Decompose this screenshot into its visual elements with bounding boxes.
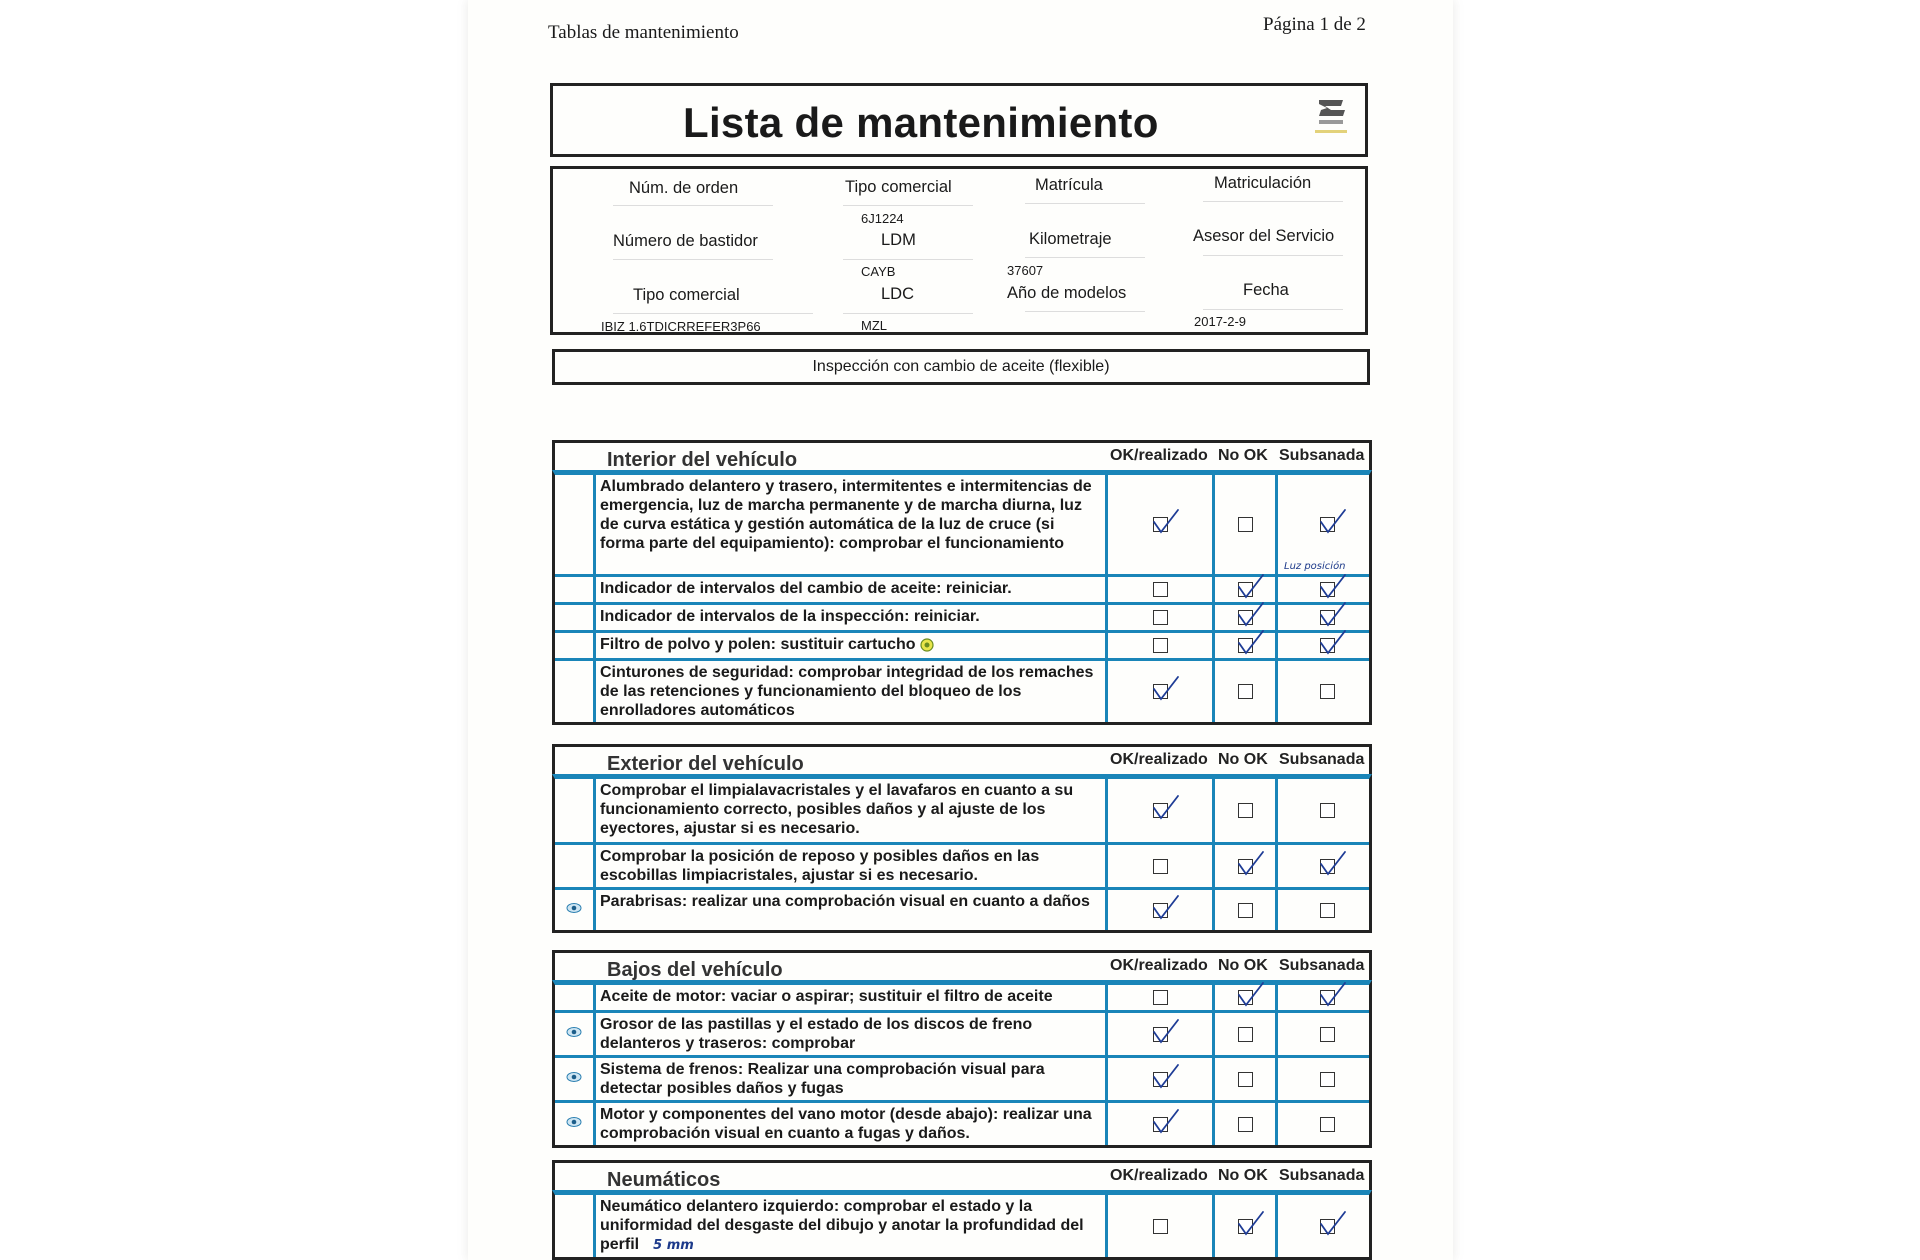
underline xyxy=(613,313,813,314)
inspection-type: Inspección con cambio de aceite (flexible) xyxy=(552,349,1370,385)
section-header xyxy=(552,1160,1372,1190)
label-matriculacion: Matriculación xyxy=(1214,174,1312,192)
subsanada-checkbox[interactable] xyxy=(1320,1219,1335,1234)
row-description xyxy=(596,1103,1108,1145)
ok-checkbox[interactable] xyxy=(1153,638,1168,653)
section-body xyxy=(552,980,1372,1148)
row-text: Sistema de frenos: Realizar una comprobación visual para detectar posibles daños y fugas xyxy=(600,1061,1045,1097)
page-number: Página 1 de 2 xyxy=(1263,14,1366,35)
column-header-ok: OK/realizado xyxy=(1110,447,1208,464)
ok-cell xyxy=(1108,1058,1215,1100)
maintenance-document xyxy=(468,0,1453,1260)
row-description xyxy=(596,890,1108,930)
no-ok-cell xyxy=(1215,475,1278,574)
no-ok-cell xyxy=(1215,1103,1278,1145)
handwritten-note: Luz posición xyxy=(1284,561,1346,572)
row-text: Comprobar la posición de reposo y posibles daños en las escobillas limpiacristales, ajustar si es necesario. xyxy=(600,848,1040,884)
label-num-bastidor: Número de bastidor xyxy=(613,232,758,250)
ok-checkbox[interactable] xyxy=(1153,517,1168,532)
ok-cell xyxy=(1108,1103,1215,1145)
value-tipo-comercial: 6J1224 xyxy=(861,211,904,226)
label-asesor: Asesor del Servicio xyxy=(1193,227,1335,245)
section-header xyxy=(552,744,1372,774)
ok-cell xyxy=(1108,633,1215,658)
title-box xyxy=(550,83,1368,157)
column-header-subs: Subsanada xyxy=(1279,447,1365,464)
value-tipo-comercial-2: IBIZ 1.6TDICRREFER3P66 xyxy=(601,319,761,334)
no-ok-cell xyxy=(1215,1013,1278,1055)
row-text: Indicador de intervalos de la inspección: reiniciar. xyxy=(600,608,980,625)
document-title: Lista de mantenimiento xyxy=(683,99,1159,146)
no-ok-checkbox[interactable] xyxy=(1238,859,1253,874)
no-ok-checkbox[interactable] xyxy=(1238,1072,1253,1087)
ok-checkbox[interactable] xyxy=(1153,859,1168,874)
row-text: Motor y componentes del vano motor (desde abajo): realizar una comprobación visual en cuanto a fugas y daños. xyxy=(600,1106,1092,1142)
subsanada-cell xyxy=(1278,661,1376,722)
ok-cell xyxy=(1108,985,1215,1010)
subsanada-checkbox[interactable] xyxy=(1320,803,1335,818)
visual-check-eye-icon xyxy=(566,901,582,919)
no-ok-cell xyxy=(1215,845,1278,887)
label-num-orden: Núm. de orden xyxy=(629,179,739,197)
subsanada-checkbox[interactable] xyxy=(1320,610,1335,625)
section-body xyxy=(552,470,1372,725)
column-header-subs: Subsanada xyxy=(1279,1167,1365,1184)
row-text: Grosor de las pastillas y el estado de los discos de freno delanteros y traseros: comprobar xyxy=(600,1016,1033,1052)
underline xyxy=(1025,311,1145,312)
row-description xyxy=(596,605,1108,630)
label-ano-modelos: Año de modelos xyxy=(1007,284,1127,302)
subsanada-checkbox[interactable] xyxy=(1320,1027,1335,1042)
column-header-nook: No OK xyxy=(1218,957,1268,974)
subsanada-cell xyxy=(1278,1013,1376,1055)
no-ok-checkbox[interactable] xyxy=(1238,610,1253,625)
row-icon-cell xyxy=(555,1013,596,1055)
no-ok-cell xyxy=(1215,779,1278,842)
row-icon-cell xyxy=(555,779,596,842)
checklist-row xyxy=(555,779,1369,845)
row-description xyxy=(596,779,1108,842)
ok-checkbox[interactable] xyxy=(1153,684,1168,699)
label-ldm: LDM xyxy=(881,231,916,249)
row-icon-cell xyxy=(555,1058,596,1100)
section-title: Interior del vehículo xyxy=(607,449,798,471)
underline xyxy=(613,259,773,260)
row-description xyxy=(596,1013,1108,1055)
checklist-row xyxy=(555,577,1369,605)
section-body xyxy=(552,1190,1372,1260)
label-fecha: Fecha xyxy=(1243,281,1289,299)
visual-check-eye-icon xyxy=(566,1025,582,1043)
no-ok-checkbox[interactable] xyxy=(1238,582,1253,597)
subsanada-checkbox[interactable] xyxy=(1320,859,1335,874)
column-header-subs: Subsanada xyxy=(1279,751,1365,768)
row-icon-cell xyxy=(555,577,596,602)
vehicle-info-box xyxy=(550,166,1368,335)
row-text: Indicador de intervalos del cambio de aceite: reiniciar. xyxy=(600,580,1012,597)
checklist-row xyxy=(555,1013,1369,1058)
no-ok-cell xyxy=(1215,577,1278,602)
subsanada-cell xyxy=(1278,577,1376,602)
checklist-row xyxy=(555,845,1369,890)
label-tipo-comercial-2: Tipo comercial xyxy=(633,286,740,304)
ok-checkbox[interactable] xyxy=(1153,610,1168,625)
no-ok-checkbox[interactable] xyxy=(1238,903,1253,918)
checklist-row xyxy=(555,1058,1369,1103)
row-icon-cell xyxy=(555,1103,596,1145)
row-description xyxy=(596,475,1108,574)
subsanada-checkbox[interactable] xyxy=(1320,517,1335,532)
header-left: Tablas de mantenimiento xyxy=(548,22,739,43)
underline xyxy=(613,205,773,206)
underline xyxy=(1025,257,1145,258)
ok-cell xyxy=(1108,475,1215,574)
ok-cell xyxy=(1108,577,1215,602)
no-ok-cell xyxy=(1215,1195,1278,1257)
no-ok-cell xyxy=(1215,633,1278,658)
underline xyxy=(843,205,973,206)
no-ok-checkbox[interactable] xyxy=(1238,803,1253,818)
ok-checkbox[interactable] xyxy=(1153,803,1168,818)
row-description xyxy=(596,845,1108,887)
visual-check-eye-icon xyxy=(566,1115,582,1133)
row-description xyxy=(596,661,1108,722)
ok-checkbox[interactable] xyxy=(1153,903,1168,918)
ok-checkbox[interactable] xyxy=(1153,1072,1168,1087)
column-header-ok: OK/realizado xyxy=(1110,751,1208,768)
column-header-ok: OK/realizado xyxy=(1110,957,1208,974)
row-icon-cell xyxy=(555,1195,596,1257)
row-text: Parabrisas: realizar una comprobación visual en cuanto a daños xyxy=(600,893,1090,910)
label-matricula: Matrícula xyxy=(1035,176,1103,194)
label-ldc: LDC xyxy=(881,285,915,303)
row-icon-cell xyxy=(555,475,596,574)
column-header-nook: No OK xyxy=(1218,447,1268,464)
label-kilometraje: Kilometraje xyxy=(1029,230,1112,248)
visual-check-eye-icon xyxy=(566,1070,582,1088)
no-ok-cell xyxy=(1215,890,1278,930)
column-header-subs: Subsanada xyxy=(1279,957,1365,974)
value-ldm: CAYB xyxy=(861,264,896,279)
row-text: Comprobar el limpialavacristales y el lavafaros en cuanto a su funcionamiento correcto, posibles daños y al ajuste de los eyectores, ajustar si es necesario. xyxy=(600,782,1074,837)
ok-cell xyxy=(1108,779,1215,842)
row-description xyxy=(596,577,1108,602)
checklist-row xyxy=(555,605,1369,633)
subsanada-cell xyxy=(1278,1058,1376,1100)
no-ok-checkbox[interactable] xyxy=(1238,517,1253,532)
handwritten-depth-note: 5 mm xyxy=(653,1238,694,1253)
no-ok-checkbox[interactable] xyxy=(1238,1219,1253,1234)
subsanada-cell xyxy=(1278,1195,1376,1257)
value-fecha: 2017-2-9 xyxy=(1194,314,1247,329)
seat-logo-icon xyxy=(1311,94,1351,138)
column-header-ok: OK/realizado xyxy=(1110,1167,1208,1184)
checklist-row xyxy=(555,633,1369,661)
column-header-nook: No OK xyxy=(1218,751,1268,768)
row-description xyxy=(596,1195,1108,1257)
section-title: Exterior del vehículo xyxy=(607,753,804,775)
row-icon-cell xyxy=(555,985,596,1010)
no-ok-checkbox[interactable] xyxy=(1238,684,1253,699)
checklist-row xyxy=(555,475,1369,577)
row-icon-cell xyxy=(555,633,596,658)
ok-checkbox[interactable] xyxy=(1153,990,1168,1005)
subsanada-checkbox[interactable] xyxy=(1320,582,1335,597)
no-ok-checkbox[interactable] xyxy=(1238,1117,1253,1132)
ok-cell xyxy=(1108,1013,1215,1055)
section-neumaticos xyxy=(552,1160,1372,1260)
row-text: Cinturones de seguridad: comprobar integridad de los remaches de las retenciones y funcionamiento del bloqueo de los enrolladores automáticos xyxy=(600,664,1094,719)
subsanada-cell xyxy=(1278,633,1376,658)
ok-checkbox[interactable] xyxy=(1153,1027,1168,1042)
checklist-row xyxy=(555,890,1369,930)
underline xyxy=(1203,309,1343,310)
subsanada-checkbox[interactable] xyxy=(1320,1117,1335,1132)
section-exterior xyxy=(552,744,1372,933)
no-ok-cell xyxy=(1215,985,1278,1010)
checklist-row xyxy=(555,661,1369,722)
row-icon-cell xyxy=(555,845,596,887)
no-ok-checkbox[interactable] xyxy=(1238,990,1253,1005)
row-text: Neumático delantero izquierdo: comprobar el estado y la uniformidad del desgaste del dibujo y anotar la profundidad del perfil xyxy=(600,1198,1084,1253)
no-ok-checkbox[interactable] xyxy=(1238,638,1253,653)
value-ldc: MZL xyxy=(861,318,887,333)
underline xyxy=(843,313,973,314)
subsanada-checkbox[interactable] xyxy=(1320,990,1335,1005)
subsanada-cell xyxy=(1278,985,1376,1010)
no-ok-cell xyxy=(1215,1058,1278,1100)
checklist-row xyxy=(555,1103,1369,1145)
subsanada-cell xyxy=(1278,475,1376,574)
checklist-row xyxy=(555,985,1369,1013)
section-header xyxy=(552,440,1372,470)
row-icon-cell xyxy=(555,890,596,930)
row-text: Alumbrado delantero y trasero, intermitentes e intermitencias de emergencia, luz de marcha permanente y de marcha diurna, luz de curva estática y gestión automática de la luz de cruce (si forma parte del equipamiento): comprobar el funcionamiento xyxy=(600,478,1092,552)
section-header xyxy=(552,950,1372,980)
ok-checkbox[interactable] xyxy=(1153,1219,1168,1234)
subsanada-cell xyxy=(1278,890,1376,930)
ok-cell xyxy=(1108,845,1215,887)
ok-checkbox[interactable] xyxy=(1153,1117,1168,1132)
row-text: Aceite de motor: vaciar o aspirar; sustituir el filtro de aceite xyxy=(600,988,1053,1005)
row-text: Filtro de polvo y polen: sustituir cartucho xyxy=(600,636,916,653)
subsanada-checkbox[interactable] xyxy=(1320,903,1335,918)
row-description xyxy=(596,1058,1108,1100)
row-description xyxy=(596,985,1108,1010)
subsanada-cell xyxy=(1278,605,1376,630)
ok-cell xyxy=(1108,605,1215,630)
underline xyxy=(843,259,973,260)
no-ok-checkbox[interactable] xyxy=(1238,1027,1253,1042)
label-tipo-comercial: Tipo comercial xyxy=(845,178,952,196)
value-kilometraje: 37607 xyxy=(1007,263,1044,278)
underline xyxy=(1203,201,1343,202)
section-title: Bajos del vehículo xyxy=(607,959,783,981)
subsanada-cell xyxy=(1278,779,1376,842)
underline xyxy=(1025,203,1145,204)
subsanada-checkbox[interactable] xyxy=(1320,684,1335,699)
section-body xyxy=(552,774,1372,933)
subsanada-cell xyxy=(1278,1103,1376,1145)
subsanada-cell xyxy=(1278,845,1376,887)
environment-dot-icon xyxy=(916,636,934,653)
underline xyxy=(1203,255,1343,256)
ok-cell xyxy=(1108,890,1215,930)
ok-cell xyxy=(1108,1195,1215,1257)
section-bajos xyxy=(552,950,1372,1148)
no-ok-cell xyxy=(1215,661,1278,722)
column-header-nook: No OK xyxy=(1218,1167,1268,1184)
subsanada-checkbox[interactable] xyxy=(1320,638,1335,653)
ok-checkbox[interactable] xyxy=(1153,582,1168,597)
ok-cell xyxy=(1108,661,1215,722)
no-ok-cell xyxy=(1215,605,1278,630)
section-title: Neumáticos xyxy=(607,1169,721,1191)
checklist-row xyxy=(555,1195,1369,1257)
row-icon-cell xyxy=(555,605,596,630)
row-icon-cell xyxy=(555,661,596,722)
section-interior xyxy=(552,440,1372,725)
subsanada-checkbox[interactable] xyxy=(1320,1072,1335,1087)
row-description xyxy=(596,633,1108,658)
